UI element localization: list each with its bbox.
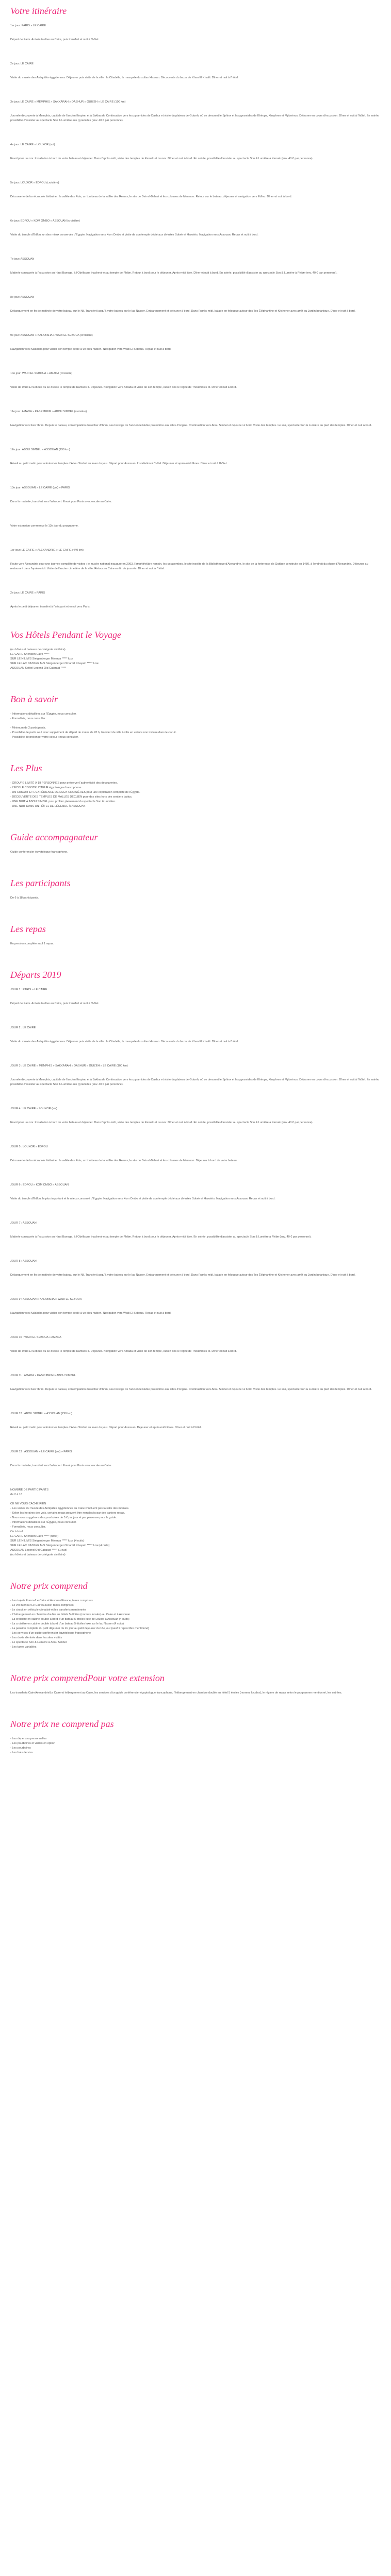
day-title: JOUR 5 : LOUXOR » EDFOU xyxy=(10,1145,48,1148)
text-line: En pension complète sauf 1 repas. xyxy=(10,942,54,945)
day-title: JOUR 1 : PARIS » LE CAIRE xyxy=(10,988,47,991)
page xyxy=(10,0,381,1755)
text-line: - Possibilité de prolonger votre séjour : nous consulter. xyxy=(10,736,79,739)
day-block xyxy=(10,1450,381,1468)
day-title: JOUR 11 : AMADA » KASR IBRIM » ABOU SIMBEL xyxy=(10,1374,76,1377)
text-line: - Les services d'un guide conférencier égyptologue francophone xyxy=(10,1632,91,1635)
text-line: SUR LE LAC NASSER M/S Steigenberger Omar El Khayam ***** luxe (4 nuits) xyxy=(10,1544,110,1547)
text-line: LE CAIRE Sheraton Cairo ***** (hôtel) xyxy=(10,1535,58,1538)
day-title: 6e jour: EDFOU » KOM OMBO » ASSOUAN (croisière) xyxy=(10,219,80,223)
text-line: - Le circuit en véhicule climatisé et les transferts mentionnés xyxy=(10,1608,86,1612)
text-line: - Le vol intérieur Le Caire/Louxor, taxes comprises xyxy=(10,1604,74,1607)
day-block xyxy=(10,1374,381,1392)
day-title: JOUR 8 : ASSOUAN xyxy=(10,1260,37,1263)
text-line xyxy=(10,721,381,726)
itinerary-section xyxy=(10,5,381,609)
day-description: Navigation vers Kasr Ibrim. Depuis le bateau, contemplation du rocher d'Ibrim, seul vestige de l'ancienne Nubie protectrice aux sites d'origine. Continuation vers Abou Simbel et déjeuner à bord. Visite des temples. Le soir, spectacle Son & Lumière au pied des temples. Dîner et nuit à bord. xyxy=(10,424,372,427)
tips-title: Bon à savoir xyxy=(10,694,58,704)
day-title: JOUR 7 : ASSOUAN xyxy=(10,1222,37,1225)
day-block xyxy=(10,181,381,199)
text-line: - Le spectacle Son & Lumière à Abou Simbel xyxy=(10,1641,67,1644)
day-block xyxy=(10,1064,381,1087)
extension-includes-section xyxy=(10,1672,381,1696)
text-line: - Formalités, nous consulter. xyxy=(10,1526,46,1529)
guide-title: Guide accompagnateur xyxy=(10,832,98,842)
text-line: - La croisière en cabine double à bord d'un bateau 5 étoiles luxe de Louxor à Assouan (4 nuits) xyxy=(10,1618,129,1621)
day-description: Après le petit déjeuner, transfert à l'aéroport et envol vers Paris. xyxy=(10,605,91,608)
day-title: JOUR 10 : WADI EL SEBOUA » AMADA xyxy=(10,1336,61,1339)
day-description: Visite du temple d'Edfou, un des mieux conservés d'Égypte. Navigation vers Kom Ombo et visite de son temple dédié aux divinités Sobek et Haroéris. Navigation vers Assouan. Repas et nuit à bord. xyxy=(10,233,258,236)
text-line: - Informations détaillées sur l'Égypte, nous consulter. xyxy=(10,713,77,716)
price-excludes-list xyxy=(10,1737,381,1755)
day-block xyxy=(10,257,381,276)
plus-title: Les Plus xyxy=(10,763,42,773)
day-block xyxy=(10,410,381,428)
day-title: 5e jour: LOUXOR » EDFOU (croisière) xyxy=(10,181,59,184)
text-line: - UNE NUIT À ABOU SIMBEL pour profiter pleinement du spectacle Son & Lumière. xyxy=(10,800,116,803)
day-description: Visite du temple d'Edfou, le plus important et le mieux conservé d'Égypte. Navigation vers Kom Ombo et visite de son temple dédié aux divinités Sobek et Haroéris. Navigation vers Assouan. Repas et nuit à bord. xyxy=(10,1197,275,1200)
day-block xyxy=(10,486,381,504)
text-line: ASSOUAN Sofitel Legend Old Cataract ***** xyxy=(10,667,67,670)
day-title: 1er jour: PARIS » LE CAIRE xyxy=(10,24,46,27)
text-line: - Les pourboires xyxy=(10,1747,31,1750)
itinerary-days xyxy=(10,24,381,609)
day-block xyxy=(10,295,381,314)
hotels-section xyxy=(10,629,381,671)
day-description: Matinée consacrée à l'excursion au Haut Barrage, à l'Obélisque inachevé et au temple de Philæ. Retour à bord pour le déjeuner. Après-midi libre. En soirée, possibilité d'assister au spectacle Son & Lumière à Philæ (env. 40 € par personne). xyxy=(10,1235,312,1239)
text-line: SUR LE LAC NASSER M/S Steigenberger Omar El Khayam ***** luxe xyxy=(10,662,99,665)
day-description: Dans la matinée, transfert vers l'aéroport. Envol pour Paris avec escale au Caire. xyxy=(10,500,112,503)
text-line: - Les pourboires et visites en option xyxy=(10,1742,55,1745)
day-block xyxy=(10,143,381,161)
text-line: - UNE NUIT DANS UN HÔTEL DE LÉGENDE À ASSOUAN. xyxy=(10,805,87,808)
participants-list xyxy=(10,896,381,901)
text-line: - Les dépenses personnelles xyxy=(10,1737,47,1740)
day-block xyxy=(10,448,381,466)
extension-includes-title: Notre prix comprendPour votre extension xyxy=(10,1673,165,1683)
day-title: JOUR 13 : ASSOUAN » LE CAIRE (vol) » PARIS xyxy=(10,1450,72,1453)
extra-section xyxy=(10,1488,381,1557)
text-line: (ou hôtels et bateaux de catégorie similaire) xyxy=(10,648,66,651)
itinerary-title: Votre itinéraire xyxy=(10,6,67,16)
participants-title: Les participants xyxy=(10,878,71,888)
day-description: Débarquement en fin de matinée de votre bateau sur le Nil. Transfert jusqu'à votre bateau sur le lac Nasser. Embarquement et déjeuner à bord. Dans l'après-midi, balade en felouque autour des îles Éléphantine et Kitchener avec arrêt au Jardin botanique. Dîner et nuit à bord. xyxy=(10,310,356,313)
day-title: JOUR 6 : EDFOU » KOM OMBO » ASSOUAN xyxy=(10,1183,69,1187)
day-title: JOUR 4 : LE CAIRE » LOUXOR (vol) xyxy=(10,1107,57,1110)
text-line: (ou hôtels et bateaux de catégorie similaire) xyxy=(10,1553,66,1556)
hotels-title: Vos Hôtels Pendant le Voyage xyxy=(10,630,121,640)
participants-section xyxy=(10,877,381,901)
day-block xyxy=(10,1221,381,1240)
day-block xyxy=(10,219,381,238)
day-block xyxy=(10,100,381,123)
price-includes-section xyxy=(10,1580,381,1650)
day-description: Réveil au petit matin pour admirer les temples d'Abou Simbel au lever du jour. Départ pour Assouan. Installation à l'hôtel. Déjeuner et après-midi libres. Dîner et nuit à l'hôtel. xyxy=(10,462,227,465)
price-excludes-title: Notre prix ne comprend pas xyxy=(10,1719,114,1729)
day-description: Visite de Wadi El Seboua ou se dresse le temple de Ramsès II. Déjeuner. Navigation vers Amada et visite de son temple, ouvert dès le règne de Thoutmosis III. Dîner et nuit à bord. xyxy=(10,1350,237,1353)
day-description: Journée découverte à Memphis, capitale de l'ancien Empire, et à Sakkarah. Continuation vers les pyramides de Dashur et visite du plateau de Guizeh, où se dressent le Sphinx et les pyramides de Khéops, Khephren et Mykerinos. Déjeuner en cours d'excursion. Dîner et nuit à l'hôtel. En soirée, possibilité d'assister au spectacle Son & Lumière aux pyramides (env. 40 € par personne). xyxy=(10,1078,380,1086)
price-includes-list xyxy=(10,1599,381,1650)
day-description: Débarquement en fin de matinée de votre bateau sur le Nil. Transfert jusqu'à votre bateau sur le lac Nasser. Embarquement et déjeuner à bord. Dans l'après-midi, balade en felouque autour des îles Éléphantine et Kitchener avec arrêt au Jardin botanique. Dîner et nuit à bord. xyxy=(10,1274,356,1277)
day-description: Journée découverte à Memphis, capitale de l'ancien Empire, et à Sakkarah. Continuation vers les pyramides de Dashur et visite du plateau de Guizeh, où se dressent le Sphinx et les pyramides de Khéops, Khephren et Mykerinos. Déjeuner en cours d'excursion. Dîner et nuit à l'hôtel. En soirée, possibilité d'assister au spectacle Son & Lumière aux pyramides (env. 40 € par personne). xyxy=(10,114,380,122)
day-block xyxy=(10,1183,381,1201)
day-description: Envol pour Louxor. Installation à bord de votre bateau et déjeuner. Dans l'après-midi, visite des temples de Karnak et Louxor. Dîner et nuit à bord. En soirée, possibilité d'assister au spectacle Son & Lumière à Karnak (env. 40 € par personne). xyxy=(10,157,314,160)
text-line: - L'hébergement en chambre double en hôtels 5 étoiles (normes locales) au Caire et à Assouan xyxy=(10,1613,131,1616)
day-block xyxy=(10,1259,381,1278)
text-line: - DÉCOUVERTE DES TEMPLES DE MALLÉS DÉCLIEN pour des sites hors des sentiers battus. xyxy=(10,795,133,799)
text-line: - Les droits d'entrée dans les sites visités xyxy=(10,1636,62,1639)
text-line: CE NE VOUS CACHE RIEN xyxy=(10,1502,46,1505)
day-description: Dans la matinée, transfert vers l'aéroport. Envol pour Paris avec escale au Caire. xyxy=(10,1464,112,1467)
price-includes-title: Notre prix comprend xyxy=(10,1581,88,1591)
text-line: - La croisière en cabine double à bord d'un bateau 5 étoiles luxe sur le lac Nasser (4 nuits) xyxy=(10,1622,124,1625)
day-description: Navigation vers Kasr Ibrim. Depuis le bateau, contemplation du rocher d'Ibrim, seul vestige de l'ancienne Nubie protectrice aux sites d'origine. Continuation vers Abou Simbel et déjeuner à bord. Visite des temples. Le soir, spectacle Son & Lumière au pied des temples. Dîner et nuit à bord. xyxy=(10,1388,372,1391)
text-line: - Informations détaillées sur l'Égypte, nous consulter. xyxy=(10,1521,77,1524)
day-block xyxy=(10,548,381,571)
day-block xyxy=(10,1297,381,1316)
day-title: 11e jour: AMADA » KASR IBRIM » ABOU SIMBEL (croisière) xyxy=(10,410,87,413)
day-description: Départ de Paris. Arrivée tardive au Caire, puis transfert et nuit à l'hôtel. xyxy=(10,1002,99,1005)
day-title: 7e jour: ASSOUAN xyxy=(10,258,35,261)
day-title: JOUR 9 : ASSOUAN » KALABSHA » WADI EL SEBOUA xyxy=(10,1298,82,1301)
day-block xyxy=(10,371,381,390)
text-line: - Les frais de visa xyxy=(10,1751,33,1754)
text-line: - GROUPE LIMITÉ À 18 PERSONNES pour préserver l'authenticité des découvertes. xyxy=(10,782,118,785)
day-title: 13e jour: ASSOUAN » LE CAIRE (vol) » PARIS xyxy=(10,486,70,489)
hotels-list xyxy=(10,648,381,671)
day-block xyxy=(10,1145,381,1163)
tips-section xyxy=(10,693,381,740)
day-block xyxy=(10,988,381,1006)
plus-list xyxy=(10,781,381,809)
day-description: Visite du musée des Antiquités égyptiennes. Déjeuner puis visite de la ville : la Citadelle, la mosquée du sultan Hassan. Découverte du bazar de Khan El Khalili. Dîner et nuit à l'hôtel. xyxy=(10,76,239,79)
text-line: - UN CIRCUIT ET L'EXPÉRIENCE DE DEUX CROISIÈRES pour une exploration complète de l'Égypte. xyxy=(10,791,140,794)
tips-list xyxy=(10,712,381,740)
day-block xyxy=(10,1107,381,1125)
day-title: 2e jour: LE CAIRE » PARIS xyxy=(10,591,45,595)
extension-includes-list xyxy=(10,1691,381,1696)
day-description: Visite du musée des Antiquités égyptiennes. Déjeuner puis visite de la ville : la Citadelle, la mosquée du sultan Hassan. Découverte du bazar de Khan El Khalili. Dîner et nuit à l'hôtel. xyxy=(10,1040,239,1043)
text-line: de 2 à 18 xyxy=(10,1493,22,1496)
day-title: 8e jour: ASSOUAN xyxy=(10,296,35,299)
day-block xyxy=(10,1335,381,1354)
day-title: 1er jour: LE CAIRE » ALEXANDRIE » LE CAIRE (440 km) xyxy=(10,549,84,552)
plus-section xyxy=(10,762,381,809)
day-title: JOUR 2 : LE CAIRE xyxy=(10,1026,36,1029)
guide-section xyxy=(10,832,381,855)
text-line: - Les visites du musée des Antiquités égyptiennes au Caire n'incluent pas la salle des momies. xyxy=(10,1507,129,1510)
day-title: 10e jour: WADI EL SEBOUA » AMADA (croisière) xyxy=(10,372,73,375)
day-title: JOUR 3 : LE CAIRE » MEMPHIS » SAKKARAH » DASHUR » GUIZEH » LE CAIRE (100 km) xyxy=(10,1064,128,1067)
departs-section xyxy=(10,969,381,1468)
text-line xyxy=(10,1497,381,1502)
text-line: NOMBRE DE PARTICIPANTS xyxy=(10,1488,48,1492)
text-line: - Selon les horaires des vols, certains repas peuvent être remplacés par des paniers-repas. xyxy=(10,1512,125,1515)
text-line: Ou à bord : xyxy=(10,1530,25,1533)
text-line: - Formalités, nous consulter. xyxy=(10,717,46,720)
text-line: Les transferts Caire/Alexandrie/Le Caire et hébergement au Caire, les services d'un guide conférencier égyptologue francophone, l'hébergement en chambre double en hôtel 5 étoiles (normes locales), le régime de repas selon le programme mentionné, les entrées. xyxy=(10,1691,343,1694)
meals-list xyxy=(10,942,381,946)
day-block xyxy=(10,62,381,80)
day-description: Découverte de la nécropole thébaine : la vallée des Rois, un tombeau de la vallée des Reines, le site de Deir el-Bahari et les colosses de Memnon. Déjeuner à bord de votre bateau. xyxy=(10,1159,238,1162)
day-description: Votre extension commence le 13e jour du programme. xyxy=(10,524,79,528)
day-block xyxy=(10,24,381,42)
text-line: - L'ÉCOLE CONSTRUCTEUR égyptologue francophone. xyxy=(10,786,82,789)
day-description: Navigation vers Kalabsha pour visiter son temple dédié à un dieu nubien. Navigation vers Wadi El Seboua. Repas et nuit à bord. xyxy=(10,348,172,351)
day-title: 2e jour: LE CAIRE xyxy=(10,62,34,65)
extra-list xyxy=(10,1488,381,1557)
departs-days xyxy=(10,988,381,1468)
day-block xyxy=(10,333,381,352)
text-line: - Possibilité de partir seul avec supplément de départ de moins de 20 h, transfert de ville à ville en voiture non incluse dans le circuit. xyxy=(10,731,177,734)
day-description: Route vers Alexandrie pour une journée complète de visites : le musée national inauguré en 2003, l'amphithéâtre romain, les catacombes, le site insolite de la Bibliothèque d'Alexandrie, le site de la forteresse de Qaitbay construite en 1480, à l'endroit du phare d'Alexandrie. Déjeuner au restaurant dans l'après-midi. Visite de l'ancien cimetière de la ville. Retour au Caire en fin de journée. Dîner et nuit à l'hôtel. xyxy=(10,563,368,570)
day-description: Départ de Paris. Arrivée tardive au Caire, puis transfert et nuit à l'hôtel. xyxy=(10,38,99,41)
text-line: LE CAIRE Sheraton Cairo ***** xyxy=(10,653,50,656)
day-title: JOUR 12 : ABOU SIMBEL » ASSOUAN (290 km) xyxy=(10,1412,72,1415)
day-block xyxy=(10,1026,381,1044)
day-description: Réveil au petit matin pour admirer les temples d'Abou Simbel au lever du jour. Départ pour Assouan. Déjeuner et après-midi libres. Dîner et nuit à l'hôtel. xyxy=(10,1426,202,1429)
day-description: Navigation vers Kalabsha pour visiter son temple dédié à un dieu nubien. Navigation vers Wadi El Seboua. Repas et nuit à bord. xyxy=(10,1312,172,1315)
text-line: SUR LE NIL M/S Steigenberger Minerva ***** luxe (4 nuits) xyxy=(10,1539,85,1543)
text-line: De 6 à 18 participants. xyxy=(10,896,39,900)
guide-list xyxy=(10,850,381,855)
day-title: 12e jour: ABOU SIMBEL » ASSOUAN (290 km) xyxy=(10,448,70,451)
departs-title: Départs 2019 xyxy=(10,970,61,980)
day-title: 9e jour: ASSOUAN » KALABSHA » WADI EL SEBOUA (croisière) xyxy=(10,334,93,337)
text-line: - La pension complète du petit déjeuner du 2e jour au petit déjeuner du 13e jour (sauf 1 repas libre mentionné) xyxy=(10,1627,149,1630)
text-line: - Les trajets France/Le Caire et Assouan/France, taxes comprises xyxy=(10,1599,93,1602)
text-line: - Minimum de 2 participants. xyxy=(10,726,46,730)
day-block xyxy=(10,524,381,529)
text-line: - Nous vous suggérons des pourboires de 5 € par jour et par personne pour le guide. xyxy=(10,1516,117,1519)
price-excludes-section xyxy=(10,1718,381,1755)
text-line: SUR LE NIL M/S Steigenberger Minerva ***** luxe xyxy=(10,657,74,660)
text-line: ASSOUAN Legend Old Cataract ***** (1 nuit) xyxy=(10,1549,68,1552)
day-title: 3e jour: LE CAIRE » MEMPHIS » SAKKARAH » DASHUR » GUIZEH » LE CAIRE (100 km) xyxy=(10,100,126,104)
day-block xyxy=(10,591,381,609)
text-line: Guide conférencier égyptologue francophone. xyxy=(10,851,68,854)
meals-section xyxy=(10,923,381,946)
day-description: Envol pour Louxor. Installation à bord de votre bateau et déjeuner. Dans l'après-midi, visite des temples de Karnak et Louxor. Dîner et nuit à bord. En soirée, possibilité d'assister au spectacle Son & Lumière à Karnak (env. 40 € par personne). xyxy=(10,1121,314,1124)
day-description: Matinée consacrée à l'excursion au Haut Barrage, à l'Obélisque inachevé et au temple de Philæ. Retour à bord pour le déjeuner. Après-midi libre. Dîner et nuit à bord. En soirée, possibilité d'assister au spectacle Son & Lumière à Philæ (env. 40 € par personne). xyxy=(10,272,337,275)
day-block xyxy=(10,1412,381,1430)
text-line: - Les taxes variables xyxy=(10,1646,37,1649)
day-title: 4e jour: LE CAIRE » LOUXOR (vol) xyxy=(10,143,55,146)
meals-title: Les repas xyxy=(10,924,46,934)
day-description: Découverte de la nécropole thébaine : la vallée des Rois, un tombeau de la vallée des Reines, le site de Deir el-Bahari et les colosses de Memnon. Retour sur le bateau, déjeuner et navigation vers Edfou. Dîner et nuit à bord. xyxy=(10,195,292,198)
day-description: Visite de Wadi El Seboua ou se dresse le temple de Ramsès II. Déjeuner. Navigation vers Amada et visite de son temple, ouvert dès le règne de Thoutmosis III. Dîner et nuit à bord. xyxy=(10,386,237,389)
